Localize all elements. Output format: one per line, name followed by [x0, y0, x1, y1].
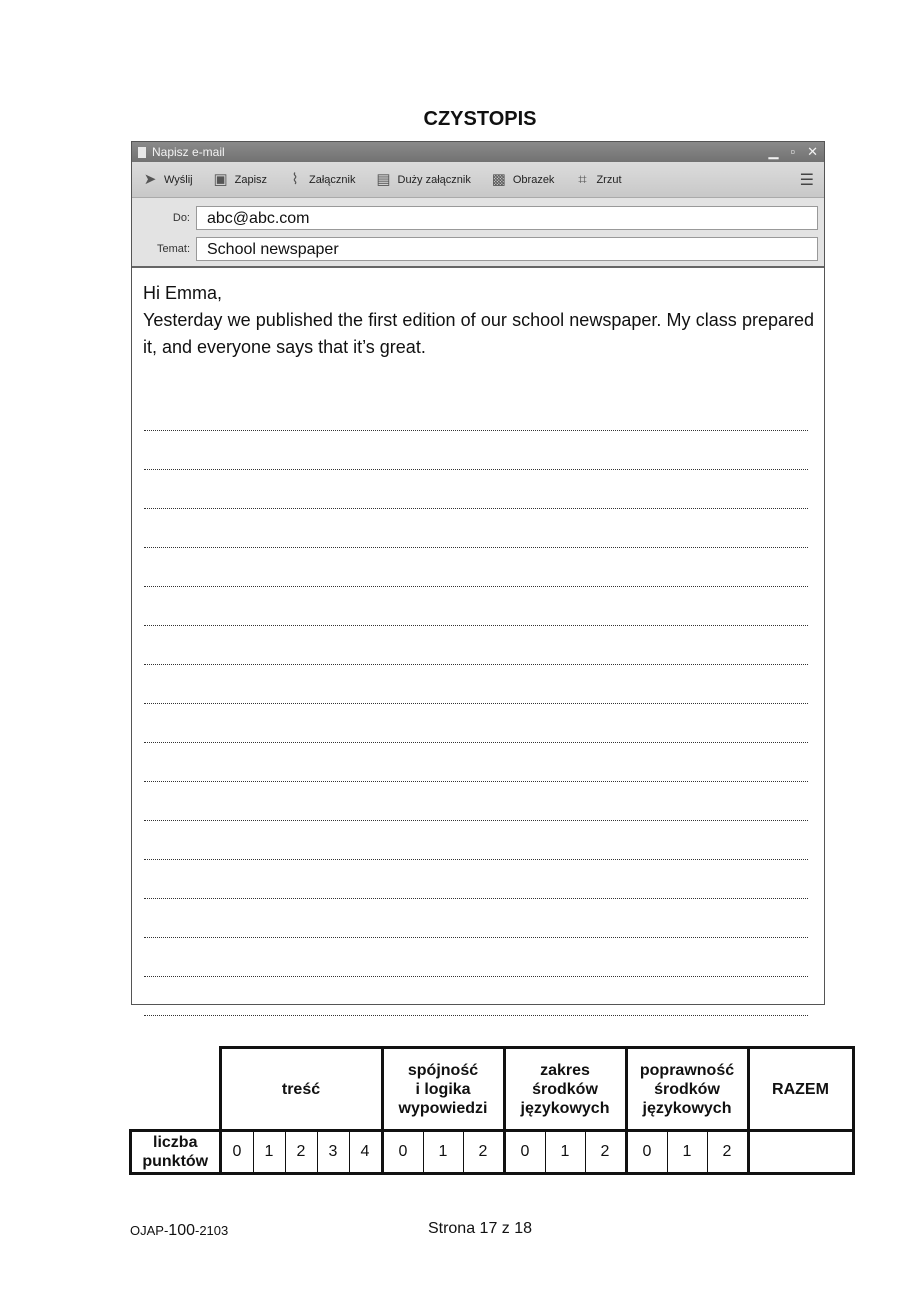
writing-line[interactable]	[144, 665, 808, 704]
email-toolbar	[132, 162, 824, 198]
save-button[interactable]	[213, 172, 267, 188]
writing-line[interactable]	[144, 743, 808, 782]
minimize-icon[interactable]: ▁	[768, 144, 779, 159]
floppy-disk-icon: ▣	[213, 170, 228, 188]
score-cell-accuracy-2: 2	[707, 1131, 748, 1174]
email-body[interactable]	[132, 268, 824, 361]
crop-icon: ⌗	[578, 170, 587, 188]
score-cell-content-4: 4	[349, 1131, 382, 1174]
large-attachment-label: Duży załącznik	[397, 173, 471, 186]
header-total: RAZEM	[748, 1048, 853, 1131]
score-cell-content-3: 3	[317, 1131, 349, 1174]
send-label: Wyślij	[164, 173, 193, 186]
image-label: Obrazek	[512, 173, 555, 186]
score-cell-range-0: 0	[504, 1131, 545, 1174]
paperclip-icon: ⌇	[291, 170, 299, 188]
image-button[interactable]	[491, 172, 555, 188]
score-cell-content-1: 1	[253, 1131, 285, 1174]
header-coherence: spójność i logika wypowiedzi	[382, 1048, 504, 1131]
writing-line[interactable]	[144, 626, 808, 665]
score-cell-accuracy-0: 0	[626, 1131, 667, 1174]
zip-file-icon: ▤	[376, 170, 391, 188]
writing-line[interactable]	[144, 392, 808, 431]
to-label: Do:	[172, 211, 190, 224]
score-cell-content-0: 0	[220, 1131, 253, 1174]
paper-plane-icon: ➤	[143, 170, 157, 188]
points-row-label: liczba punktów	[131, 1131, 221, 1174]
header-content: treść	[220, 1048, 382, 1131]
large-attachment-button[interactable]	[376, 172, 471, 188]
score-cell-range-2: 2	[585, 1131, 626, 1174]
to-row	[132, 202, 818, 233]
window-titlebar	[132, 142, 824, 162]
window-title: Napisz e-mail	[152, 145, 225, 159]
score-cell-coherence-2: 2	[463, 1131, 504, 1174]
writing-line[interactable]	[144, 782, 808, 821]
score-cell-range-1: 1	[545, 1131, 585, 1174]
writing-line[interactable]	[144, 587, 808, 626]
score-cell-total[interactable]	[748, 1131, 853, 1174]
subject-label: Temat:	[156, 242, 190, 255]
attachment-label: Załącznik	[309, 173, 356, 186]
menu-icon[interactable]: ☰	[799, 171, 814, 189]
document-icon	[138, 147, 146, 158]
email-greeting: Hi Emma,	[143, 283, 223, 303]
exam-code: OJAP-100-2103	[130, 1222, 229, 1239]
score-cell-coherence-0: 0	[382, 1131, 423, 1174]
writing-line[interactable]	[144, 821, 808, 860]
score-cell-coherence-1: 1	[423, 1131, 463, 1174]
to-field[interactable]: abc@abc.com	[196, 206, 818, 230]
score-cell-accuracy-1: 1	[667, 1131, 707, 1174]
writing-line[interactable]	[144, 860, 808, 899]
writing-line[interactable]	[144, 899, 808, 938]
writing-line[interactable]	[144, 938, 808, 977]
writing-line[interactable]	[144, 548, 808, 587]
page-number: Strona 17 z 18	[427, 1220, 533, 1237]
close-icon[interactable]: ✕	[807, 144, 818, 159]
scoring-table	[129, 1046, 855, 1175]
writing-line[interactable]	[144, 977, 808, 1016]
score-cell-content-2: 2	[285, 1131, 317, 1174]
subject-field[interactable]: School newspaper	[196, 237, 818, 261]
header-accuracy: poprawność środków językowych	[626, 1048, 748, 1131]
header-range: zakres środków językowych	[504, 1048, 626, 1131]
screenshot-label: Zrzut	[596, 173, 622, 186]
maximize-icon[interactable]: ▫	[790, 144, 796, 159]
table-corner	[131, 1048, 221, 1131]
attachment-button[interactable]	[287, 172, 355, 188]
subject-row	[132, 233, 818, 264]
page-title: CZYSTOPIS	[423, 108, 537, 130]
screenshot-button[interactable]	[574, 172, 621, 188]
email-header-fields	[132, 198, 824, 268]
email-window	[131, 141, 825, 1005]
writing-line[interactable]	[144, 470, 808, 509]
writing-line[interactable]	[144, 431, 808, 470]
image-icon: ▩	[491, 170, 506, 188]
writing-lines[interactable]	[144, 392, 808, 1016]
email-body-text: Yesterday we published the first edition of our school newspaper. My class prepared it, and everyone says that it’s great.	[143, 310, 814, 357]
send-button[interactable]	[142, 172, 193, 188]
writing-line[interactable]	[144, 509, 808, 548]
writing-line[interactable]	[144, 704, 808, 743]
save-label: Zapisz	[234, 173, 268, 186]
